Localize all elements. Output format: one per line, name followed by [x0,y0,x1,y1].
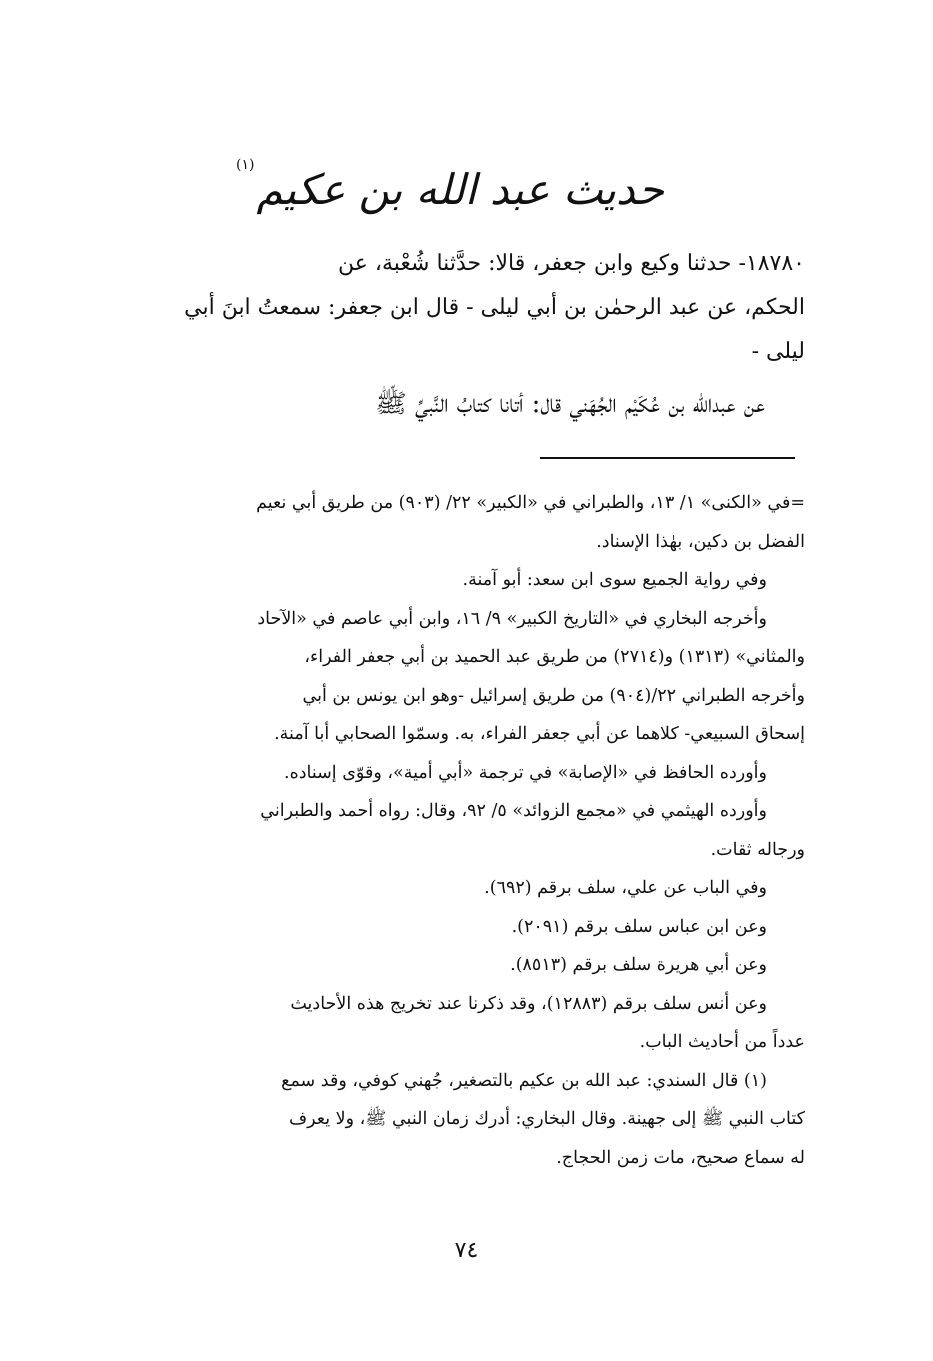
footnotes [94,484,805,1177]
footnote-line: وفي الباب عن علي، سلف برقم (٦٩٢). [484,878,767,898]
footnote-line: وعن ابن عباس سلف برقم (٢٠٩١). [511,916,767,937]
footnote-line: وأورده الحافظ في «الإصابة» في ترجمة «أبي أمية»، وقوّى إسناده. [284,762,767,783]
footnote-divider [540,457,795,459]
isnad-line: الحكم، عن عبد الرحمٰن بن أبي ليلى - قال ابن جعفر: سمعتُ ابنَ أبي [184,295,805,320]
footnote-line: وعن أبي هريرة سلف برقم (٨٥١٣). [510,955,767,975]
footnote-line: عدداً من أحاديث الباب. [639,1032,805,1052]
title-text: حديث عبد الله بن عكيم [256,165,665,214]
footnote-line: وأخرجه البخاري في «التاريخ الكبير» ٩/ ١٦، وابن أبي عاصم في «الآحاد [257,608,767,629]
footnote-line: كتاب النبي ﷺ إلى جهينة. وقال البخاري: أدرك زمان النبي ﷺ، ولا يعرف [288,1109,805,1129]
page-number: ٧٤ [454,1238,479,1263]
footnote-line: وأورده الهيثمي في «مجمع الزوائد» ٥/ ٩٢، وقال: رواه أحمد والطبراني [260,801,767,821]
footnote-line: وفي رواية الجميع سوى ابن سعد: أبو آمنة. [462,570,767,590]
footnote-line: الفضل بن دكين، بهٰذا الإسناد. [596,531,805,552]
title-footnote-mark: (١) [235,157,255,173]
hadith-title [230,150,670,230]
isnad-line: ليلى - [751,339,805,364]
footnote-line: وعن أنس سلف برقم (١٢٨٨٣)، وقد ذكرنا عند تخريج هذه الأحاديث [290,993,767,1014]
footnote-line: (١) قال السندي: عبد الله بن عكيم بالتصغير، جُهني كوفي، وقد سمع [281,1070,767,1091]
footnote-line: =في «الكنى» ١/ ١٣، والطبراني في «الكبير» ٢٢/ (٩٠٣) من طريق أبي نعيم [256,493,805,513]
footnote-line: له سماع صحيح، مات زمن الحجاج. [556,1147,805,1168]
footnote-line: إسحاق السبيعي- كلاهما عن أبي جعفر الفراء، به. وسمّوا الصحابي أبا آمنة. [274,724,805,744]
hadith-isnad [94,242,805,374]
hadith-matn: عن عبدالله بن عُكَيْم الجُهَني قال: أتانا كتابُ النَّبيِّ ﷺ [375,389,765,419]
footnote-line: وأخرجه الطبراني ٢٢/(٩٠٤) من طريق إسرائيل -وهو ابن يونس بن أبي [302,685,805,706]
footnote-line: والمثاني» (١٣١٣) و(٢٧١٤) من طريق عبد الحميد بن أبي جعفر الفراء، [304,647,805,667]
isnad-line: ١٨٧٨٠- حدثنا وكيع وابن جعفر، قالا: حدَّثنا شُعْبة، عن [338,251,805,276]
footnote-line: ورجاله ثقات. [710,839,805,860]
